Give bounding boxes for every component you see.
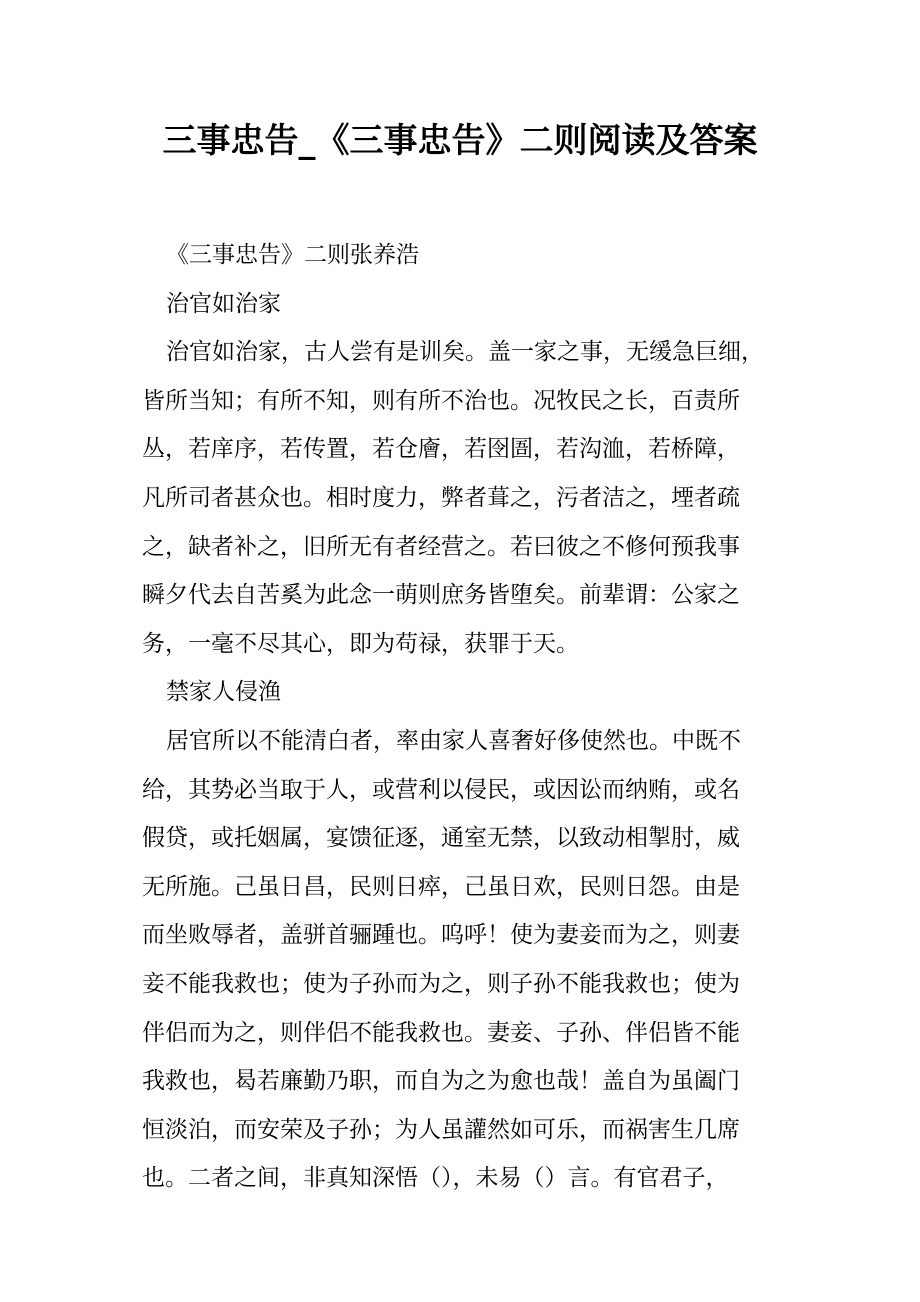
paragraph-line: 恒淡泊，而安荣及子孙；为人虽讙然如可乐，而祸害生几席 — [142, 1116, 740, 1143]
paragraph-line: 伴侣而为之，则伴侣不能我救也。妻妾、子孙、伴侣皆不能 — [142, 1019, 740, 1046]
paragraph-line: 凡所司者甚众也。相时度力，弊者葺之，污者洁之，堙者疏 — [142, 484, 740, 511]
paragraph-line: 之，缺者补之，旧所无有者经营之。若曰彼之不修何预我事 — [142, 533, 740, 560]
essay-heading: 《三事忠告》二则张养浩 — [166, 242, 419, 268]
paragraph-line: 丛，若庠序，若传置，若仓廥，若囹圄，若沟洫，若桥障， — [142, 436, 740, 463]
document-body — [142, 231, 792, 1203]
paragraph-line: 假贷，或托姻属，宴馈征逐，通室无禁，以致动相掣肘，威 — [142, 825, 740, 852]
paragraph-line: 而坐败辱者，盖骈首骊踵也。呜呼！使为妻妾而为之，则妻 — [142, 922, 740, 949]
paragraph-line: 无所施。己虽日昌，民则日瘁，己虽日欢，民则日怨。由是 — [142, 873, 740, 900]
paragraph-line: 居官所以不能清白者，率由家人喜奢好侈使然也。中既不 — [166, 727, 741, 754]
document-title: 三事忠告_《三事忠告》二则阅读及答案 — [162, 121, 758, 161]
paragraph-line: 妾不能我救也；使为子孙而为之，则子孙不能我救也；使为 — [142, 970, 740, 997]
paragraph-line: 我救也，曷若廉勤乃职，而自为之为愈也哉！盖自为虽阖门 — [142, 1068, 740, 1095]
paragraph-line: 务，一毫不尽其心，即为苟禄，获罪于天。 — [142, 630, 579, 657]
section-heading-jinjiaren: 禁家人侵渔 — [166, 679, 281, 706]
paragraph-line: 给，其势必当取于人，或营利以侵民，或因讼而纳贿，或名 — [142, 776, 740, 803]
paragraph-line: 也。二者之间，非真知深悟（），未易（）言。有官君子， — [142, 1165, 729, 1192]
section-heading-zhiguan: 治官如治家 — [166, 290, 281, 317]
paragraph-line: 皆所当知；有所不知，则有所不治也。况牧民之长，百责所 — [142, 387, 740, 414]
paragraph-line: 瞬夕代去自苦奚为此念一萌则庶务皆堕矣。前辈谓：公家之 — [142, 582, 740, 609]
paragraph-line: 治官如治家，古人尝有是训矣。盖一家之事，无缓急巨细， — [166, 339, 764, 366]
